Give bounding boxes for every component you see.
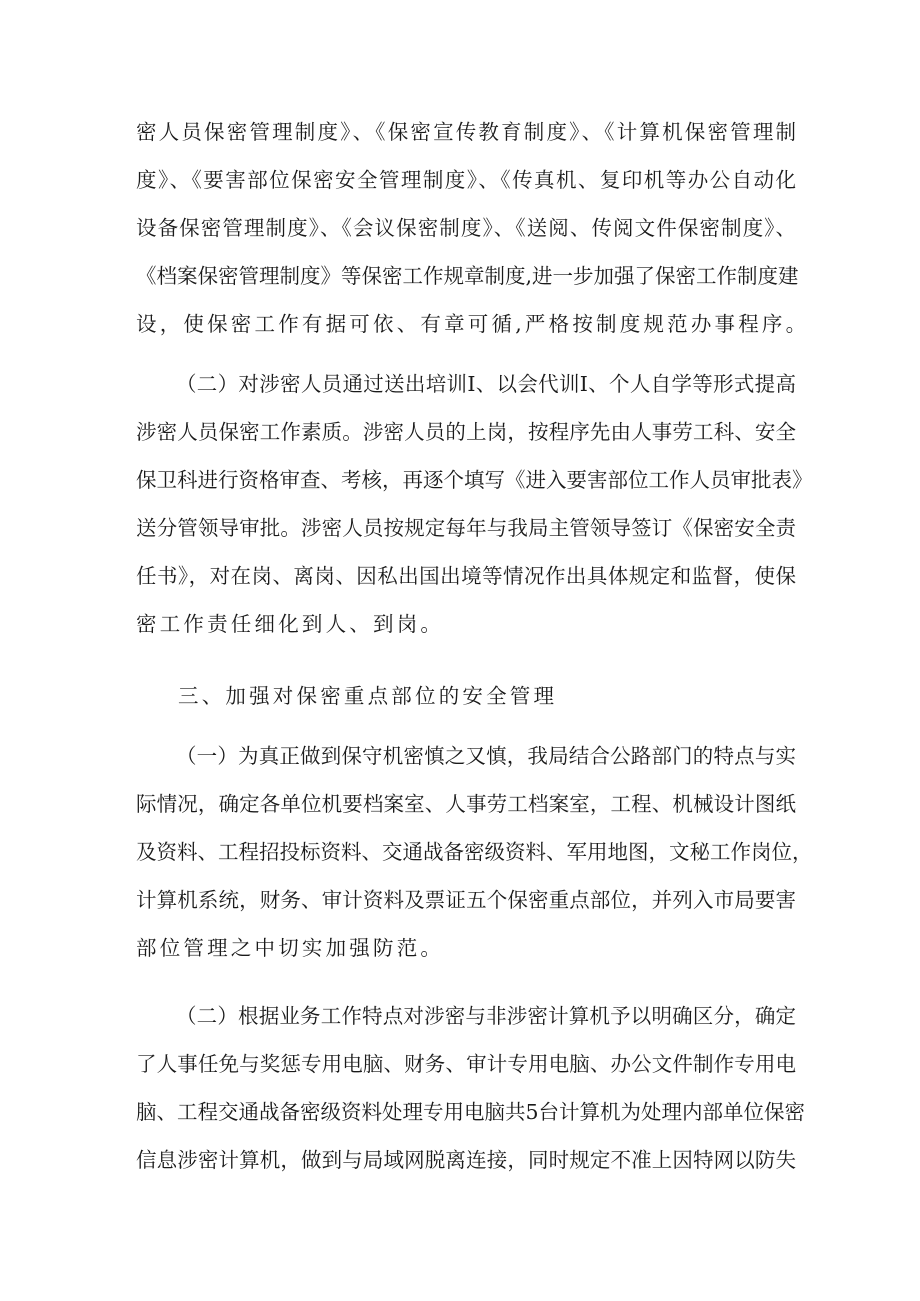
text-line-indented: （二）根据业务工作特点对涉密与非涉密计算机予以明确区分，确定: [176, 1004, 796, 1028]
paragraph-computers: [136, 992, 806, 1184]
text-line: 及资料、工程招投标资料、交通战备密级资料、军用地图，文秘工作岗位，: [136, 840, 813, 864]
text-line: 了人事任免与奖惩专用电脑、财务、审计专用电脑、办公文件制作专用电: [136, 1052, 796, 1076]
text-line: 计算机系统，财务、审计资料及票证五个保密重点部位，并列入市局要害: [136, 888, 796, 912]
section-heading: [136, 672, 796, 720]
paragraph-regulations: [136, 108, 810, 348]
text-line: 脑、工程交通战备密级资料处理专用电脑共5台计算机为处理内部单位保密: [136, 1100, 806, 1124]
text-line: 《档案保密管理制度》等保密工作规章制度,进一步加强了保密工作制度建: [136, 264, 799, 288]
text-line: 涉密人员保密工作素质。涉密人员的上岗，按程序先由人事劳工科、安全: [136, 420, 796, 444]
text-line: 保卫科进行资格审查、考核，再逐个填写《进入要害部位工作人员审批表》: [136, 468, 813, 492]
text-line: 信息涉密计算机，做到与局域网脱离连接，同时规定不准上因特网以防失: [136, 1148, 796, 1172]
paragraph-personnel-training: [136, 360, 813, 648]
text-line: 任书》，对在岗、离岗、因私出国出境等情况作出具体规定和监督，使保: [136, 564, 796, 588]
heading-line: 三、加强对保密重点部位的安全管理: [178, 684, 558, 708]
text-line: 度》、《要害部位保密安全管理制度》、《传真机、复印机等办公自动化: [136, 168, 796, 192]
text-line: 送分管领导审批。涉密人员按规定每年与我局主管领导签订《保密安全责: [136, 516, 796, 540]
text-line-indented: （二）对涉密人员通过送出培训I、以会代训I、个人自学等形式提高: [176, 372, 796, 396]
paragraph-key-sites: [136, 732, 813, 972]
text-line: 设，使保密工作有据可依、有章可循,严格按制度规范办事程序。: [136, 312, 810, 336]
text-line: 部位管理之中切实加强防范。: [136, 936, 445, 960]
text-line: 密工作责任细化到人、到岗。: [136, 612, 445, 636]
text-line: 密人员保密管理制度》、《保密宣传教育制度》、《计算机保密管理制: [136, 120, 796, 144]
text-line: 际情况，确定各单位机要档案室、人事劳工档案室，工程、机械设计图纸: [136, 792, 796, 816]
text-line: 设备保密管理制度》、《会议保密制度》、《送阅、传阅文件保密制度》、: [136, 216, 796, 240]
text-line-indented: （一）为真正做到保守机密慎之又慎，我局结合公路部门的特点与实: [176, 744, 796, 768]
